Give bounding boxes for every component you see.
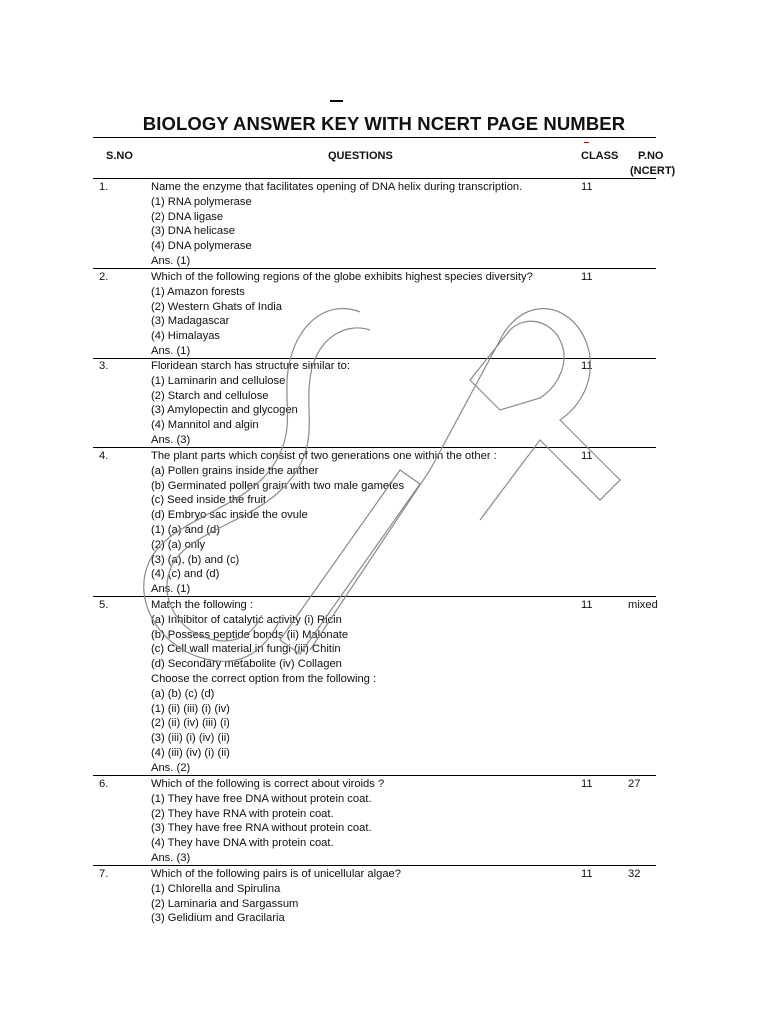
question-line: (2) Starch and cellulose bbox=[151, 389, 269, 402]
question-line: Ans. (1) bbox=[151, 583, 191, 596]
class-cell: 11 bbox=[581, 450, 593, 462]
class-cell: 11 bbox=[581, 181, 593, 193]
page-number-cell: 27 bbox=[628, 778, 641, 790]
row-divider bbox=[93, 447, 656, 448]
header-class: CLASS bbox=[581, 150, 619, 162]
question-line: (1) Chlorella and Spirulina bbox=[151, 882, 281, 895]
row-divider bbox=[93, 358, 656, 359]
question-line: (1) (a) and (d) bbox=[151, 523, 221, 536]
header-bottom-rule bbox=[93, 178, 656, 179]
question-line: (4) DNA polymerase bbox=[151, 240, 252, 253]
question-text bbox=[151, 867, 571, 926]
class-cell: 11 bbox=[581, 360, 593, 372]
question-stem: Which of the following is correct about viroids ? bbox=[151, 778, 385, 790]
question-line: (d) Embryo sac inside the ovule bbox=[151, 509, 308, 522]
question-line: Ans. (3) bbox=[151, 851, 191, 864]
row-divider bbox=[93, 865, 656, 866]
header-pno: P.NO bbox=[638, 150, 664, 162]
question-line: (4) They have DNA with protein coat. bbox=[151, 837, 334, 850]
question-line: (3) Gelidium and Gracilaria bbox=[151, 912, 285, 925]
question-line: (1) They have free DNA without protein coat. bbox=[151, 792, 372, 805]
row-number: 7. bbox=[99, 868, 109, 880]
header-top-rule bbox=[93, 137, 656, 138]
class-cell: 11 bbox=[581, 868, 593, 880]
question-line: (4) Mannitol and algin bbox=[151, 419, 259, 432]
question-line: Ans. (2) bbox=[151, 761, 191, 774]
question-line: (2) Western Ghats of India bbox=[151, 300, 282, 313]
question-stem: Name the enzyme that facilitates opening of DNA helix during transcription. bbox=[151, 181, 523, 193]
title-dash bbox=[330, 100, 343, 102]
header-pno-ncert: (NCERT) bbox=[630, 165, 676, 177]
question-text bbox=[151, 598, 571, 776]
question-line: (4) Himalayas bbox=[151, 330, 221, 343]
question-line: Ans. (3) bbox=[151, 433, 191, 446]
red-mark bbox=[584, 142, 589, 143]
question-line: (2) (a) only bbox=[151, 538, 206, 551]
row-number: 4. bbox=[99, 450, 109, 462]
question-line: (c) Cell wall material in fungi (iii) Chitin bbox=[151, 643, 341, 656]
class-cell: 11 bbox=[581, 599, 593, 611]
question-line: (3) (a), (b) and (c) bbox=[151, 553, 240, 566]
question-line: (3) They have free RNA without protein coat. bbox=[151, 822, 372, 835]
question-line: (1) (ii) (iii) (i) (iv) bbox=[151, 702, 230, 715]
row-divider bbox=[93, 775, 656, 776]
question-line: (3) Amylopectin and glycogen bbox=[151, 404, 298, 417]
question-line: Choose the correct option from the following : bbox=[151, 672, 377, 685]
page-title: BIOLOGY ANSWER KEY WITH NCERT PAGE NUMBER bbox=[142, 113, 626, 134]
class-cell: 11 bbox=[581, 271, 593, 283]
question-line: Ans. (1) bbox=[151, 254, 191, 267]
question-line: (d) Secondary metabolite (iv) Collagen bbox=[151, 658, 342, 671]
question-text bbox=[151, 359, 571, 448]
header-questions: QUESTIONS bbox=[328, 150, 393, 162]
question-line: (3) Madagascar bbox=[151, 315, 230, 328]
page-number-cell: mixed bbox=[628, 599, 658, 611]
question-line: (c) Seed inside the fruit bbox=[151, 494, 267, 507]
question-stem: The plant parts which consist of two generations one within the other : bbox=[151, 450, 497, 462]
question-line: (b) Possess peptide bonds (ii) Malonate bbox=[151, 628, 349, 641]
question-line: (2) DNA ligase bbox=[151, 210, 224, 223]
row-number: 1. bbox=[99, 181, 109, 193]
row-number: 3. bbox=[99, 360, 109, 372]
question-line: (1) RNA polymerase bbox=[151, 195, 252, 208]
question-line: (b) Germinated pollen grain with two male gametes bbox=[151, 479, 405, 492]
question-stem: Match the following : bbox=[151, 599, 253, 611]
question-stem: Which of the following regions of the globe exhibits highest species diversity? bbox=[151, 271, 533, 283]
question-text bbox=[151, 449, 571, 597]
header-sno: S.NO bbox=[106, 150, 133, 162]
page-number-cell: 32 bbox=[628, 868, 641, 880]
question-line: (2) Laminaria and Sargassum bbox=[151, 897, 299, 910]
question-text bbox=[151, 270, 571, 359]
question-line: (a) Inhibitor of catalytic activity (i) Ricin bbox=[151, 613, 342, 626]
question-line: (1) Amazon forests bbox=[151, 285, 245, 298]
question-line: (2) They have RNA with protein coat. bbox=[151, 807, 334, 820]
question-line: (4) (c) and (d) bbox=[151, 568, 220, 581]
row-number: 2. bbox=[99, 271, 109, 283]
question-line: (2) (ii) (iv) (iii) (i) bbox=[151, 717, 230, 730]
question-line: (3) DNA helicase bbox=[151, 225, 235, 238]
row-number: 6. bbox=[99, 778, 109, 790]
row-number: 5. bbox=[99, 599, 109, 611]
question-stem: Which of the following pairs is of unicellular algae? bbox=[151, 868, 401, 880]
row-divider bbox=[93, 268, 656, 269]
row-divider bbox=[93, 596, 656, 597]
question-line: (1) Laminarin and cellulose bbox=[151, 374, 286, 387]
question-line: Ans. (1) bbox=[151, 344, 191, 357]
question-line: (3) (iii) (i) (iv) (ii) bbox=[151, 732, 230, 745]
question-stem: Floridean starch has structure similar to: bbox=[151, 360, 350, 372]
class-cell: 11 bbox=[581, 778, 593, 790]
question-line: (a) Pollen grains inside the anther bbox=[151, 464, 319, 477]
question-line: (a) (b) (c) (d) bbox=[151, 687, 215, 700]
question-line: (4) (iii) (iv) (i) (ii) bbox=[151, 746, 230, 759]
question-text bbox=[151, 180, 571, 269]
question-text bbox=[151, 777, 571, 866]
